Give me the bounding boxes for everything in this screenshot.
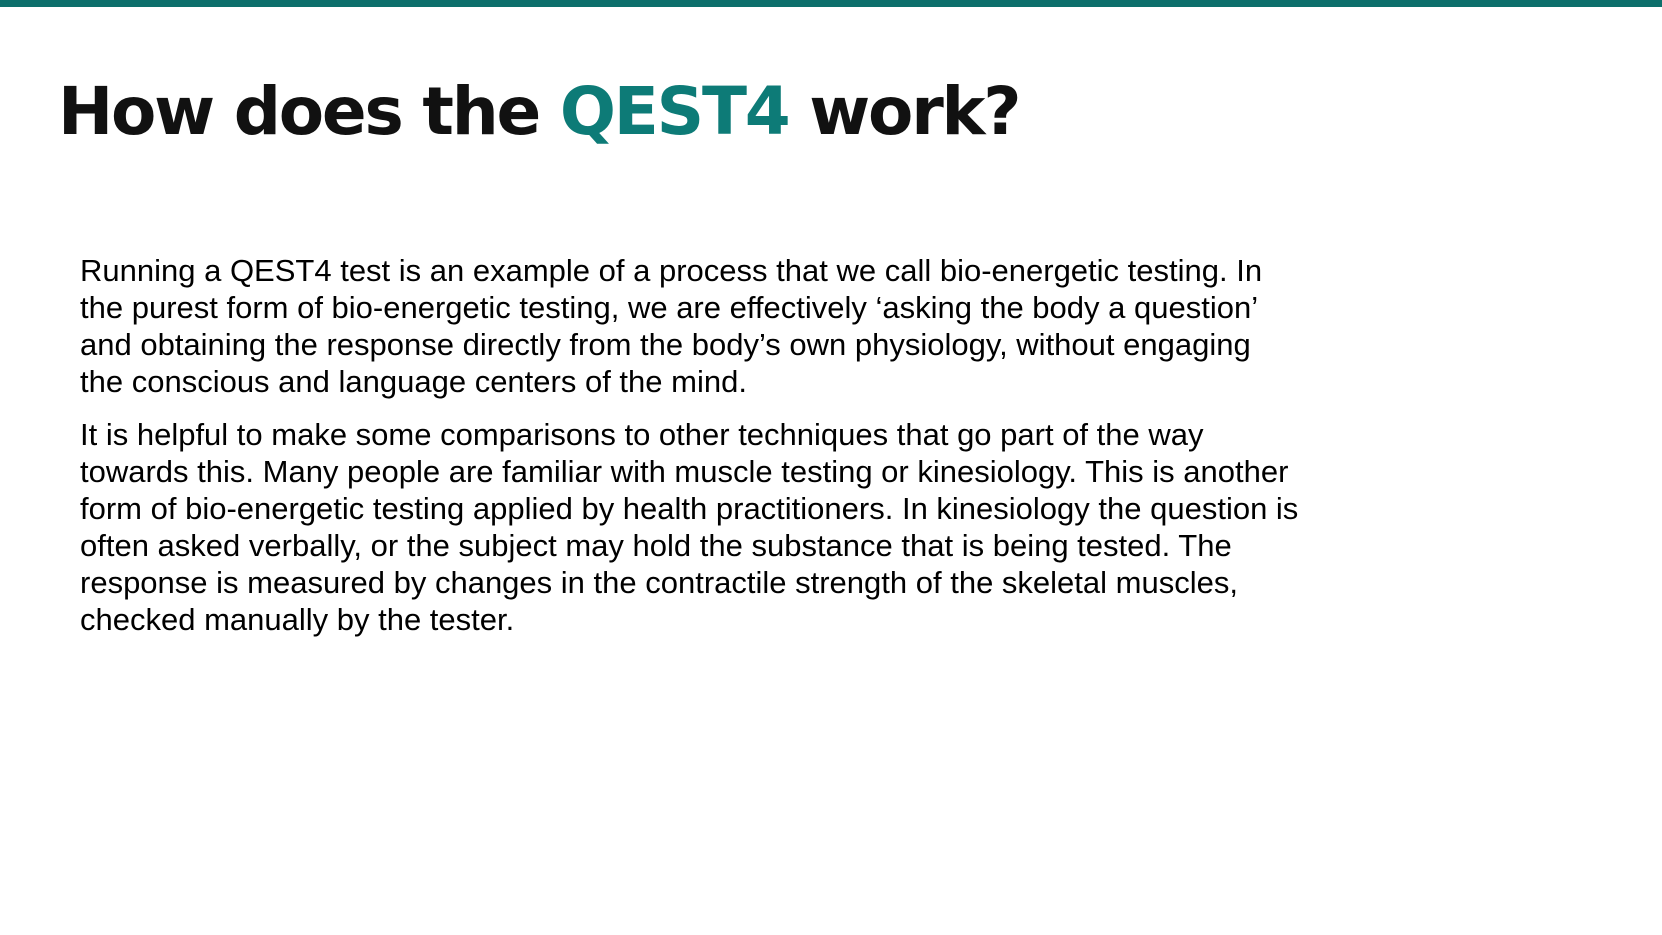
page-title <box>58 74 1019 150</box>
title-text-after: work? <box>809 73 1020 150</box>
title-brand-highlight: QEST4 <box>559 73 789 150</box>
top-accent-bar <box>0 0 1662 7</box>
title-text-before: How does the <box>58 73 540 150</box>
paragraph-comparison: It is helpful to make some comparisons to other techniques that go part of the way towards this. Many people are familiar with muscle testing or kinesiology. This is another form of bio-energetic testing applied by health practitioners. In kinesiology the question is often asked verbally, or the subject may hold the substance that is being tested. The response is measured by changes in the contractile strength of the skeletal muscles, checked manually by the tester. <box>80 417 1299 637</box>
body-content <box>80 252 1460 654</box>
paragraph-intro: Running a QEST4 test is an example of a process that we call bio-energetic testing. In the purest form of bio-energetic testing, we are effectively ‘asking the body a question’ and obtaining the response directly from the body’s own physiology, without engaging the conscious and language centers of the mind. <box>80 253 1263 399</box>
